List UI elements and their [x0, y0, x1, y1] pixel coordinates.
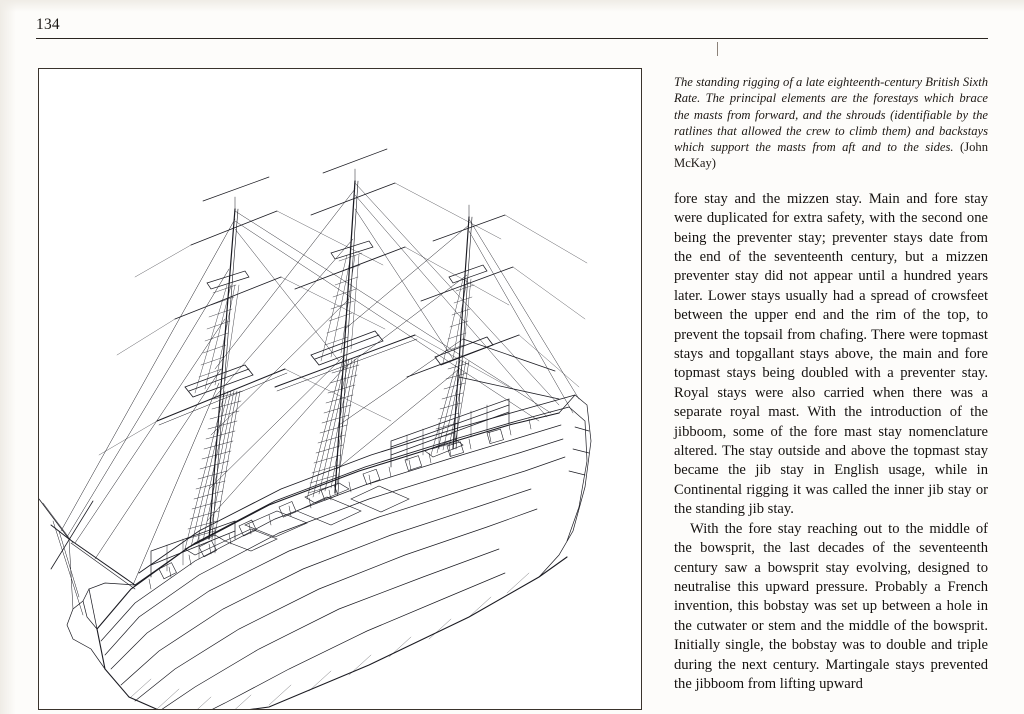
figure-illustration: [38, 68, 642, 710]
registration-tick: [717, 42, 718, 56]
paragraph-2: With the fore stay reaching out to the middle of the bowsprit, the last decades of the seventeenth century saw a bowsprit stay evolving, designed to neutralise this upward pressure. Probably a French invention, this bobstay was set up between a hole in the cutwater or stem and the middle of the bowsprit. Initially single, the bobstay was to double and triple during the next century. Martingale stays prevented the jibboom from lifting upward: [674, 520, 988, 692]
running-head: [36, 16, 988, 42]
figure-caption-text: The standing rigging of a late eighteenth-century British Sixth Rate. The principal elements are the forestays which brace the masts from forward, and the shrouds (identifiable by the ratlines that allowed the crew to climb them) and backstays which support the masts from aft and to the sides.: [674, 75, 988, 155]
figure-credit: (John McKay): [674, 140, 988, 171]
text-column: [674, 74, 988, 694]
body-text: [674, 190, 988, 695]
page-edge-shading-top: [0, 0, 1024, 12]
header-rule: [36, 38, 988, 39]
paragraph-1: fore stay and the mizzen stay. Main and fore stay were duplicated for extra safety, with the second one being the preventer stay; preventer stays date from the end of the seventeenth century, but a mizzen preventer stay did not appear until a hundred years later. Lower stays usually had a spread of crowsfeet between the upper end and the rim of the top, to prevent the topsail from chafing. There were topmast stays and topgallant stays above, the main and fore topmast stays being doubled with a preventer stay. Royal stays were also carried when there was a separate royal mast. With the introduction of the jibboom, some of the fore mast stay nomenclature altered. The stay outside and above the topmast stay became the jib stay in English usage, while in Continental rigging it was called the inner jib stay or the standing jib stay.: [674, 190, 988, 518]
page-edge-shading-left: [0, 0, 16, 714]
figure-caption: [674, 74, 988, 172]
ship-rigging-drawing: [39, 69, 641, 709]
page-number: 134: [36, 16, 60, 33]
